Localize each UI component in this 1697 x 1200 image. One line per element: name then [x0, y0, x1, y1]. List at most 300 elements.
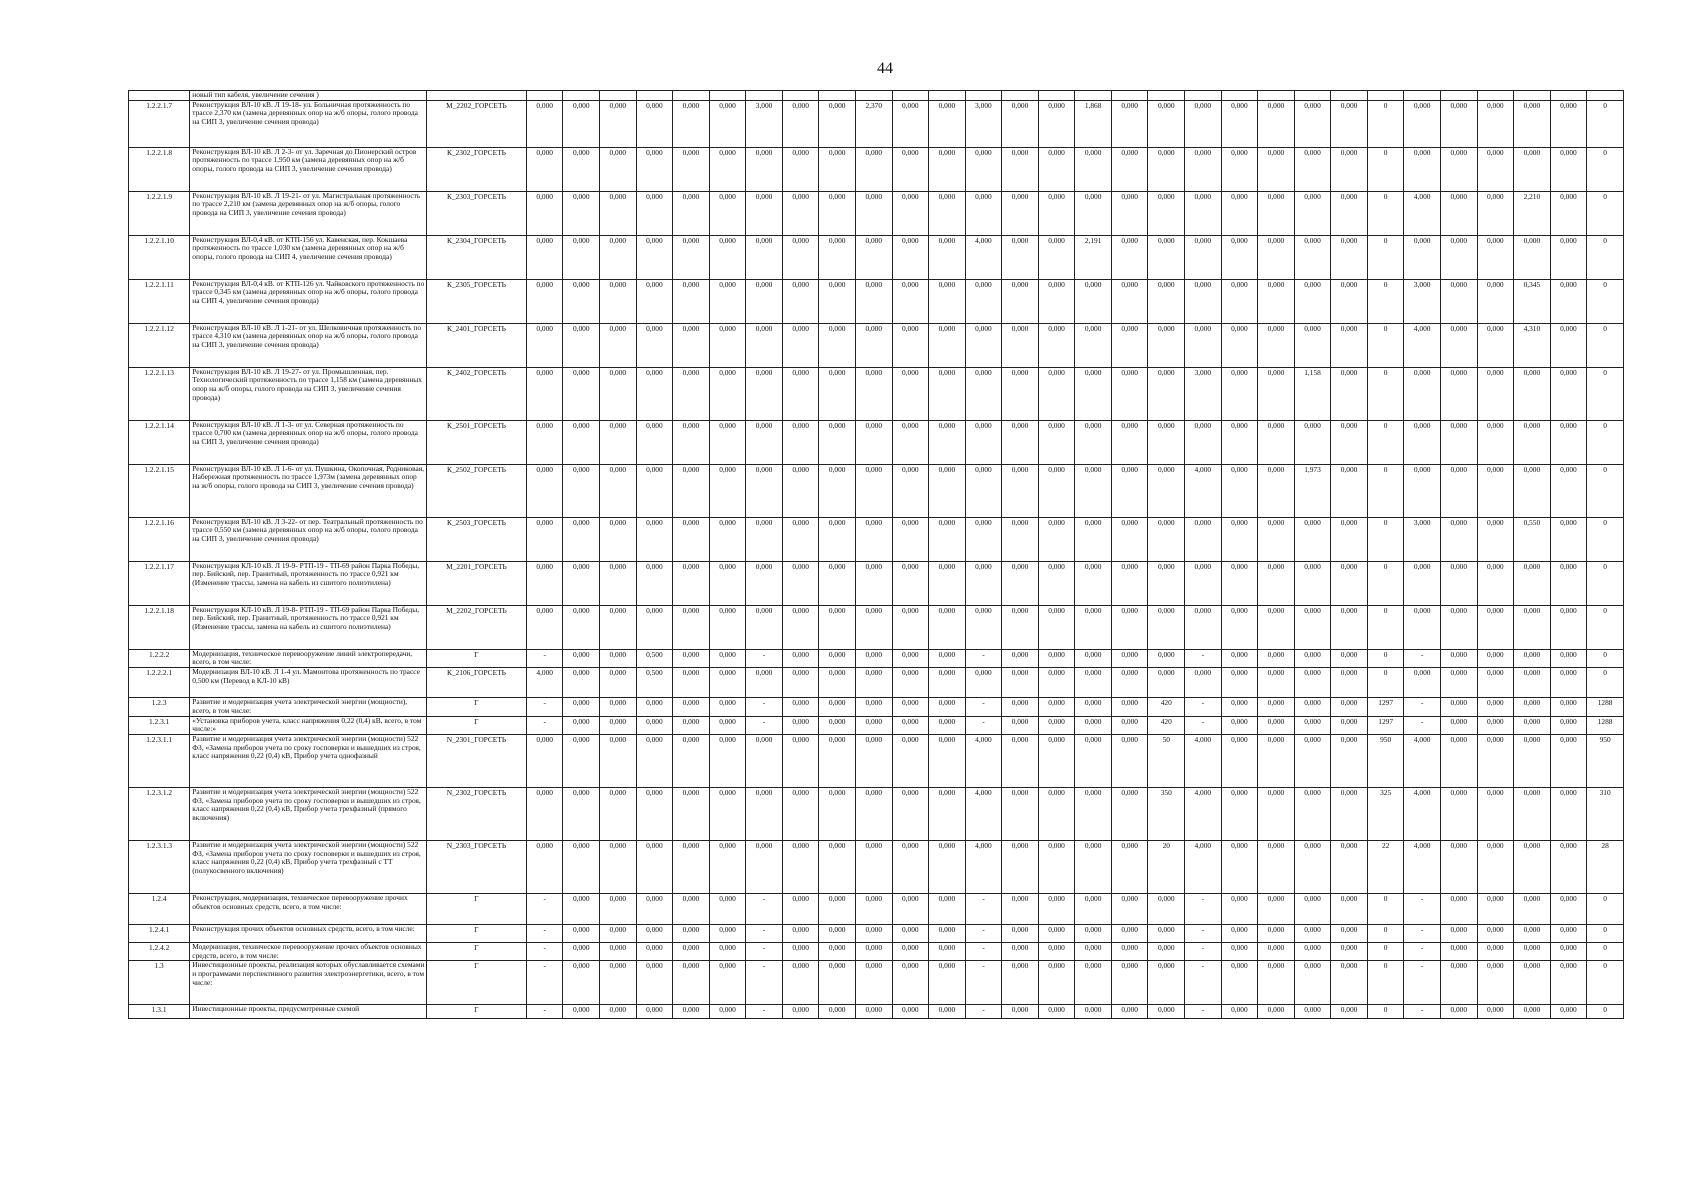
value-cell: 0,000 — [673, 191, 710, 235]
value-cell: 0,000 — [1002, 147, 1039, 191]
value-cell: 0 — [1587, 367, 1624, 420]
value-cell: 0,000 — [636, 787, 673, 840]
row-code: 1.2.4.2 — [129, 942, 190, 960]
value-cell: 0,000 — [1477, 942, 1514, 960]
value-cell: 0,000 — [563, 840, 600, 893]
value-cell: 0,000 — [1477, 734, 1514, 787]
value-cell: 0,000 — [1185, 279, 1222, 323]
value-cell: 1,973 — [1294, 464, 1331, 517]
value-cell: 0,000 — [1550, 147, 1587, 191]
value-cell: 0,000 — [1477, 840, 1514, 893]
value-cell: 0,000 — [819, 698, 856, 716]
value-cell: 0,000 — [1331, 147, 1368, 191]
value-cell: 0,000 — [1404, 464, 1441, 517]
value-cell: 0,000 — [1111, 191, 1148, 235]
value-cell: 0,000 — [819, 840, 856, 893]
value-cell: 0,000 — [1148, 464, 1185, 517]
value-cell: 0,000 — [526, 734, 563, 787]
value-cell: 0,000 — [892, 100, 929, 147]
empty-cell — [1075, 91, 1112, 101]
investment-table — [128, 90, 1624, 1019]
value-cell: 0 — [1587, 191, 1624, 235]
value-cell: 0,000 — [563, 942, 600, 960]
value-cell: 0,000 — [782, 716, 819, 734]
row-code: 1.2.2.1.16 — [129, 517, 190, 561]
value-cell: - — [746, 1005, 783, 1019]
value-cell: 0,000 — [526, 100, 563, 147]
value-cell: 0,000 — [1294, 1005, 1331, 1019]
value-cell: 0,000 — [600, 605, 637, 649]
value-cell: 0,000 — [1331, 787, 1368, 840]
value-cell: 4,000 — [1404, 734, 1441, 787]
row-name: Модернизация ВЛ-10 кВ. Л 1-4 ул. Мамонтова протяженность по трассе 0,500 км (Перевод в КЛ-10 кВ) — [190, 668, 427, 698]
row-code: 1.2.3.1.2 — [129, 787, 190, 840]
value-cell: 0,000 — [1514, 924, 1551, 942]
value-cell: 0,000 — [855, 279, 892, 323]
value-cell: 0,000 — [746, 734, 783, 787]
value-cell: 0,000 — [929, 517, 966, 561]
value-cell: 0,000 — [819, 942, 856, 960]
value-cell: 0,000 — [1331, 517, 1368, 561]
value-cell: 0,000 — [709, 942, 746, 960]
value-cell: 0,000 — [855, 147, 892, 191]
value-cell: 0,000 — [1294, 840, 1331, 893]
value-cell: 0,000 — [709, 147, 746, 191]
value-cell: 0,000 — [1111, 649, 1148, 667]
value-cell: - — [1404, 942, 1441, 960]
value-cell: 0,000 — [600, 698, 637, 716]
value-cell: 0,000 — [782, 961, 819, 1005]
row-code: 1.2.2.1.8 — [129, 147, 190, 191]
value-cell: - — [746, 924, 783, 942]
value-cell: 0,000 — [1111, 716, 1148, 734]
value-cell: 0,000 — [929, 716, 966, 734]
value-cell: 0 — [1367, 605, 1404, 649]
row-name: Реконструкция ВЛ-10 кВ. Л 19-21- от ул. Магистральная протяженность по трассе 2,210 км (замена деревянных опор на ж/б опоры, голого провода на СИП 3, увеличение сечения провода) — [190, 191, 427, 235]
value-cell: 0,000 — [782, 924, 819, 942]
value-cell: 0,000 — [673, 893, 710, 924]
row-code: 1.2.2.1.17 — [129, 561, 190, 605]
value-cell: 0,000 — [819, 235, 856, 279]
value-cell: - — [1185, 942, 1222, 960]
value-cell: 0,000 — [1221, 517, 1258, 561]
value-cell: 0,550 — [1514, 517, 1551, 561]
value-cell: - — [965, 961, 1002, 1005]
value-cell: 0,000 — [709, 100, 746, 147]
value-cell: 0,000 — [526, 191, 563, 235]
value-cell: 0,000 — [1294, 649, 1331, 667]
table-row — [129, 367, 1624, 420]
value-cell: 0,000 — [965, 464, 1002, 517]
value-cell: - — [965, 942, 1002, 960]
value-cell: 0,000 — [563, 517, 600, 561]
value-cell: - — [1404, 893, 1441, 924]
value-cell: 4,000 — [1185, 734, 1222, 787]
row-name: Реконструкция ВЛ-10 кВ. Л 3-22- от пер. Театральный протяженность по трассе 0,550 км (замена деревянных опор на ж/б опоры, голого провода на СИП 3, увеличение сечения провода) — [190, 517, 427, 561]
value-cell: 0,000 — [1514, 1005, 1551, 1019]
value-cell: 0 — [1587, 893, 1624, 924]
value-cell: 0,000 — [819, 561, 856, 605]
value-cell: 0,000 — [1514, 942, 1551, 960]
value-cell: 0,000 — [709, 367, 746, 420]
value-cell: 0,000 — [1038, 787, 1075, 840]
value-cell: 0,000 — [855, 420, 892, 464]
value-cell: 1288 — [1587, 716, 1624, 734]
value-cell: 0,000 — [1221, 561, 1258, 605]
value-cell: 0,000 — [782, 942, 819, 960]
value-cell: 0,000 — [965, 191, 1002, 235]
value-cell: 0,000 — [563, 924, 600, 942]
value-cell: 0,000 — [709, 649, 746, 667]
value-cell: 0,000 — [1477, 924, 1514, 942]
value-cell: 0,000 — [636, 517, 673, 561]
value-cell: 0,000 — [1075, 840, 1112, 893]
value-cell: 0,000 — [600, 367, 637, 420]
value-cell: 0,000 — [1221, 464, 1258, 517]
value-cell: 0,000 — [1148, 517, 1185, 561]
value-cell: 0,000 — [892, 191, 929, 235]
value-cell: 0 — [1367, 561, 1404, 605]
value-cell: 0,000 — [1221, 1005, 1258, 1019]
value-cell: 0 — [1587, 561, 1624, 605]
value-cell: 4,000 — [1404, 323, 1441, 367]
value-cell: 0,000 — [1294, 561, 1331, 605]
value-cell: 0,000 — [1550, 1005, 1587, 1019]
value-cell: 0,000 — [1477, 100, 1514, 147]
value-cell: 0,000 — [1111, 840, 1148, 893]
value-cell: 0,000 — [1002, 942, 1039, 960]
value-cell: 0,000 — [1075, 367, 1112, 420]
value-cell: 0,000 — [1331, 924, 1368, 942]
value-cell: 0,000 — [819, 649, 856, 667]
table-row — [129, 1005, 1624, 1019]
value-cell: 3,000 — [1404, 279, 1441, 323]
value-cell: 0,000 — [1258, 367, 1295, 420]
value-cell: 0 — [1367, 235, 1404, 279]
empty-cell — [819, 91, 856, 101]
value-cell: 0,000 — [929, 464, 966, 517]
value-cell: 0,000 — [563, 698, 600, 716]
empty-cell — [1404, 91, 1441, 101]
value-cell: 0,000 — [819, 517, 856, 561]
value-cell: 0,000 — [1294, 100, 1331, 147]
row-name: Реконструкция ВЛ-0,4 кВ. от КТП-126 ул. Чайковского протяженность по трассе 0,345 км (замена деревянных опор на ж/б опоры, голого провода на СИП 4, увеличение сечения провода) — [190, 279, 427, 323]
row-name: Инвестиционные проекты, реализация которых обуславливается схемами и программами перспективного развития электроэнергетики, всего, в том числе: — [190, 961, 427, 1005]
value-cell: 0,000 — [855, 942, 892, 960]
value-cell: 0,000 — [1185, 561, 1222, 605]
empty-cell — [892, 91, 929, 101]
row-name: Модернизация, техническое перевооружение линий электропередачи, всего, в том числе: — [190, 649, 427, 667]
value-cell: 0,000 — [1550, 323, 1587, 367]
value-cell: 0,000 — [1148, 649, 1185, 667]
value-cell: 0,000 — [1221, 235, 1258, 279]
value-cell: 0,000 — [673, 840, 710, 893]
row-name: Реконструкция прочих объектов основных средств, всего, в том числе: — [190, 924, 427, 942]
value-cell: 0,000 — [1258, 147, 1295, 191]
value-cell: 0,000 — [563, 961, 600, 1005]
value-cell: 0,000 — [709, 716, 746, 734]
value-cell: 0,000 — [600, 649, 637, 667]
value-cell: 0,000 — [929, 605, 966, 649]
row-code: 1.2.2.1.12 — [129, 323, 190, 367]
value-cell: 0,000 — [1185, 100, 1222, 147]
row-project-id: М_2202_ГОРСЕТЬ — [426, 100, 526, 147]
row-project-id: К_2302_ГОРСЕТЬ — [426, 147, 526, 191]
value-cell: 0,000 — [1477, 561, 1514, 605]
value-cell: 0,000 — [1550, 698, 1587, 716]
value-cell: 0 — [1587, 942, 1624, 960]
table-row — [129, 191, 1624, 235]
value-cell: 0,000 — [1331, 420, 1368, 464]
value-cell: 0,000 — [1038, 942, 1075, 960]
value-cell: 0,000 — [563, 464, 600, 517]
value-cell: 0,000 — [1148, 147, 1185, 191]
value-cell: 0,000 — [892, 698, 929, 716]
value-cell: 0,000 — [1258, 235, 1295, 279]
value-cell: 0,000 — [1002, 517, 1039, 561]
value-cell: 0,000 — [1514, 698, 1551, 716]
value-cell: 0,000 — [709, 420, 746, 464]
value-cell: 0,000 — [1258, 942, 1295, 960]
value-cell: 0,000 — [1550, 464, 1587, 517]
value-cell: 0,000 — [965, 279, 1002, 323]
row-name: Реконструкция, модернизация, техническое перевооружение прочих объектов основных средств, всего, в том числе: — [190, 893, 427, 924]
row-project-id: Г — [426, 924, 526, 942]
value-cell: 0,000 — [1294, 734, 1331, 787]
value-cell: 0,000 — [1477, 279, 1514, 323]
value-cell: 0,000 — [1148, 942, 1185, 960]
empty-cell — [1367, 91, 1404, 101]
value-cell: 0,000 — [1331, 942, 1368, 960]
value-cell: 310 — [1587, 787, 1624, 840]
row-project-id: М_2202_ГОРСЕТЬ — [426, 605, 526, 649]
value-cell: 0,000 — [892, 1005, 929, 1019]
value-cell: 0,000 — [855, 561, 892, 605]
value-cell: 0,000 — [855, 961, 892, 1005]
value-cell: 0,000 — [929, 668, 966, 698]
value-cell: 0,000 — [1514, 668, 1551, 698]
value-cell: 0,000 — [1038, 698, 1075, 716]
value-cell: 0,000 — [1221, 420, 1258, 464]
value-cell: 0,000 — [1440, 668, 1477, 698]
value-cell: 0,000 — [1038, 420, 1075, 464]
value-cell: 0,000 — [1038, 100, 1075, 147]
value-cell: 0,000 — [673, 279, 710, 323]
value-cell: 0,000 — [1294, 924, 1331, 942]
value-cell: 0,000 — [1221, 191, 1258, 235]
value-cell: 0,000 — [892, 605, 929, 649]
value-cell: 0,000 — [709, 893, 746, 924]
value-cell: 0,000 — [1221, 323, 1258, 367]
value-cell: 0,000 — [1440, 191, 1477, 235]
value-cell: 0,000 — [1440, 147, 1477, 191]
value-cell: 0,000 — [929, 191, 966, 235]
row-code: 1.2.2.1.13 — [129, 367, 190, 420]
value-cell: 0,000 — [563, 734, 600, 787]
value-cell: 0,000 — [1038, 924, 1075, 942]
row-name: Реконструкция ВЛ-10 кВ. Л 19-27- от ул. Промышленная, пер. Технологический протяженность по трассе 1,158 км (замена деревянных опор на ж/б опоры, голого провода на СИП 3, увеличение сечения провода) — [190, 367, 427, 420]
value-cell: 0,000 — [1075, 1005, 1112, 1019]
value-cell: 0,000 — [1550, 279, 1587, 323]
value-cell: 0,000 — [673, 924, 710, 942]
row-name: Реконструкция ВЛ-10 кВ. Л 2-3- от ул. Заречная до Пионерский остров протяженность по трассе 1,950 км (замена деревянных опор на ж/б опоры, голого провода на СИП 3, увеличение сечения провода) — [190, 147, 427, 191]
value-cell: - — [965, 698, 1002, 716]
table-row — [129, 840, 1624, 893]
value-cell: 0,000 — [1111, 1005, 1148, 1019]
value-cell: 0,000 — [1477, 517, 1514, 561]
value-cell: 0,000 — [1440, 840, 1477, 893]
value-cell: 0,000 — [965, 420, 1002, 464]
value-cell: 0,000 — [819, 323, 856, 367]
value-cell: 0,000 — [1440, 734, 1477, 787]
row-code: 1.2.2.2 — [129, 649, 190, 667]
value-cell: 0,000 — [636, 561, 673, 605]
row-name: Развитие и модернизация учета электрической энергии (мощности), всего, в том числе: — [190, 698, 427, 716]
value-cell: 0,000 — [1294, 668, 1331, 698]
value-cell: 0,000 — [746, 367, 783, 420]
value-cell: 0,000 — [1477, 649, 1514, 667]
value-cell: 0,000 — [1258, 100, 1295, 147]
empty-cell — [563, 91, 600, 101]
value-cell: 0,000 — [929, 100, 966, 147]
value-cell: 0,000 — [1514, 734, 1551, 787]
value-cell: 325 — [1367, 787, 1404, 840]
value-cell: 0,000 — [636, 942, 673, 960]
value-cell: 0,000 — [782, 787, 819, 840]
value-cell: 0,000 — [1002, 734, 1039, 787]
value-cell: 0,000 — [1404, 605, 1441, 649]
value-cell: 0,000 — [1038, 367, 1075, 420]
value-cell: 0,000 — [1258, 420, 1295, 464]
value-cell: 0,000 — [1221, 649, 1258, 667]
value-cell: 0,000 — [1331, 840, 1368, 893]
row-project-id: Г — [426, 961, 526, 1005]
value-cell: 0,000 — [782, 464, 819, 517]
value-cell: 0,000 — [1550, 924, 1587, 942]
value-cell: 0,000 — [1002, 367, 1039, 420]
value-cell: 0,000 — [746, 561, 783, 605]
value-cell: 0,000 — [709, 464, 746, 517]
value-cell: 0,000 — [600, 100, 637, 147]
value-cell: 4,000 — [1185, 787, 1222, 840]
value-cell: 0,000 — [1075, 517, 1112, 561]
value-cell: 0,000 — [600, 716, 637, 734]
value-cell: 0,000 — [1221, 942, 1258, 960]
value-cell: 4,000 — [1185, 464, 1222, 517]
row-name: Реконструкция КЛ-10 кВ. Л 19-9- РТП-19 - ТП-69 район Парка Победы, пер. Бийский, пер. Гранитный, протяженность по трассе 0,921 км (Изменение трассы, замена на кабель из сшитого полиэтилена) — [190, 561, 427, 605]
value-cell: 0,000 — [1258, 668, 1295, 698]
value-cell: - — [746, 698, 783, 716]
value-cell: 0,000 — [819, 961, 856, 1005]
value-cell: 0,000 — [1038, 734, 1075, 787]
value-cell: 0,000 — [746, 147, 783, 191]
value-cell: 0,000 — [892, 893, 929, 924]
value-cell: 0,000 — [855, 698, 892, 716]
value-cell: 4,000 — [965, 734, 1002, 787]
value-cell: 0 — [1587, 323, 1624, 367]
row-code: 1.2.3 — [129, 698, 190, 716]
value-cell: 0,000 — [1550, 942, 1587, 960]
value-cell: 0,000 — [600, 961, 637, 1005]
value-cell: 0,000 — [929, 1005, 966, 1019]
value-cell: 0,000 — [1294, 420, 1331, 464]
value-cell: 0,000 — [1185, 147, 1222, 191]
value-cell: 0,000 — [1075, 605, 1112, 649]
value-cell: 0,000 — [1294, 961, 1331, 1005]
value-cell: 0,000 — [1038, 191, 1075, 235]
empty-cell — [526, 91, 563, 101]
value-cell: 0,000 — [1111, 924, 1148, 942]
value-cell: 0,000 — [929, 698, 966, 716]
value-cell: 0,000 — [526, 464, 563, 517]
value-cell: 0,000 — [709, 787, 746, 840]
value-cell: 0,000 — [563, 420, 600, 464]
value-cell: 0,000 — [892, 942, 929, 960]
table-row — [129, 649, 1624, 667]
empty-cell — [600, 91, 637, 101]
value-cell: 0,000 — [1111, 787, 1148, 840]
value-cell: 0,000 — [709, 517, 746, 561]
table-row — [129, 734, 1624, 787]
value-cell: 0,000 — [965, 367, 1002, 420]
value-cell: 0,000 — [1148, 100, 1185, 147]
value-cell: 0,000 — [1185, 191, 1222, 235]
value-cell: 0,000 — [819, 191, 856, 235]
value-cell: 0,000 — [673, 323, 710, 367]
value-cell: 0,000 — [1294, 191, 1331, 235]
value-cell: 0,000 — [673, 100, 710, 147]
value-cell: 0,000 — [673, 961, 710, 1005]
value-cell: 0,000 — [1038, 235, 1075, 279]
row-project-id: К_2401_ГОРСЕТЬ — [426, 323, 526, 367]
value-cell: 0,000 — [855, 716, 892, 734]
value-cell: 0,000 — [709, 323, 746, 367]
row-name: Реконструкция ВЛ-10 кВ. Л 1-3- от ул. Северная протяженность по трассе 0,700 км (замена деревянных опор на ж/б опоры, голого провода на СИП 3, увеличение сечения провода) — [190, 420, 427, 464]
value-cell: 0,000 — [600, 1005, 637, 1019]
value-cell: 0,000 — [1477, 668, 1514, 698]
value-cell: 0,000 — [746, 787, 783, 840]
value-cell: 0,000 — [782, 649, 819, 667]
value-cell: 0,000 — [929, 279, 966, 323]
value-cell: 0,000 — [1221, 147, 1258, 191]
value-cell: 0,000 — [1331, 716, 1368, 734]
value-cell: 0,000 — [782, 420, 819, 464]
value-cell: 0,000 — [563, 893, 600, 924]
value-cell: 0,000 — [1404, 235, 1441, 279]
value-cell: 0,000 — [1148, 561, 1185, 605]
value-cell: 0,000 — [1477, 1005, 1514, 1019]
value-cell: 0,000 — [1221, 961, 1258, 1005]
value-cell: 0,000 — [1440, 367, 1477, 420]
value-cell: 0,000 — [1038, 147, 1075, 191]
value-cell: 0,000 — [1514, 464, 1551, 517]
value-cell: 0,000 — [563, 605, 600, 649]
value-cell: 0,000 — [1038, 561, 1075, 605]
value-cell: 0,000 — [526, 840, 563, 893]
table-row — [129, 605, 1624, 649]
row-code: 1.2.2.1.11 — [129, 279, 190, 323]
value-cell: 0,000 — [746, 464, 783, 517]
value-cell: 0,000 — [1404, 147, 1441, 191]
value-cell: 0,000 — [1294, 893, 1331, 924]
value-cell: 0,000 — [1075, 787, 1112, 840]
value-cell: 0,000 — [709, 734, 746, 787]
value-cell: 0,000 — [1294, 279, 1331, 323]
value-cell: 350 — [1148, 787, 1185, 840]
value-cell: 0,000 — [1221, 100, 1258, 147]
table-row — [129, 716, 1624, 734]
value-cell: 0,000 — [855, 649, 892, 667]
